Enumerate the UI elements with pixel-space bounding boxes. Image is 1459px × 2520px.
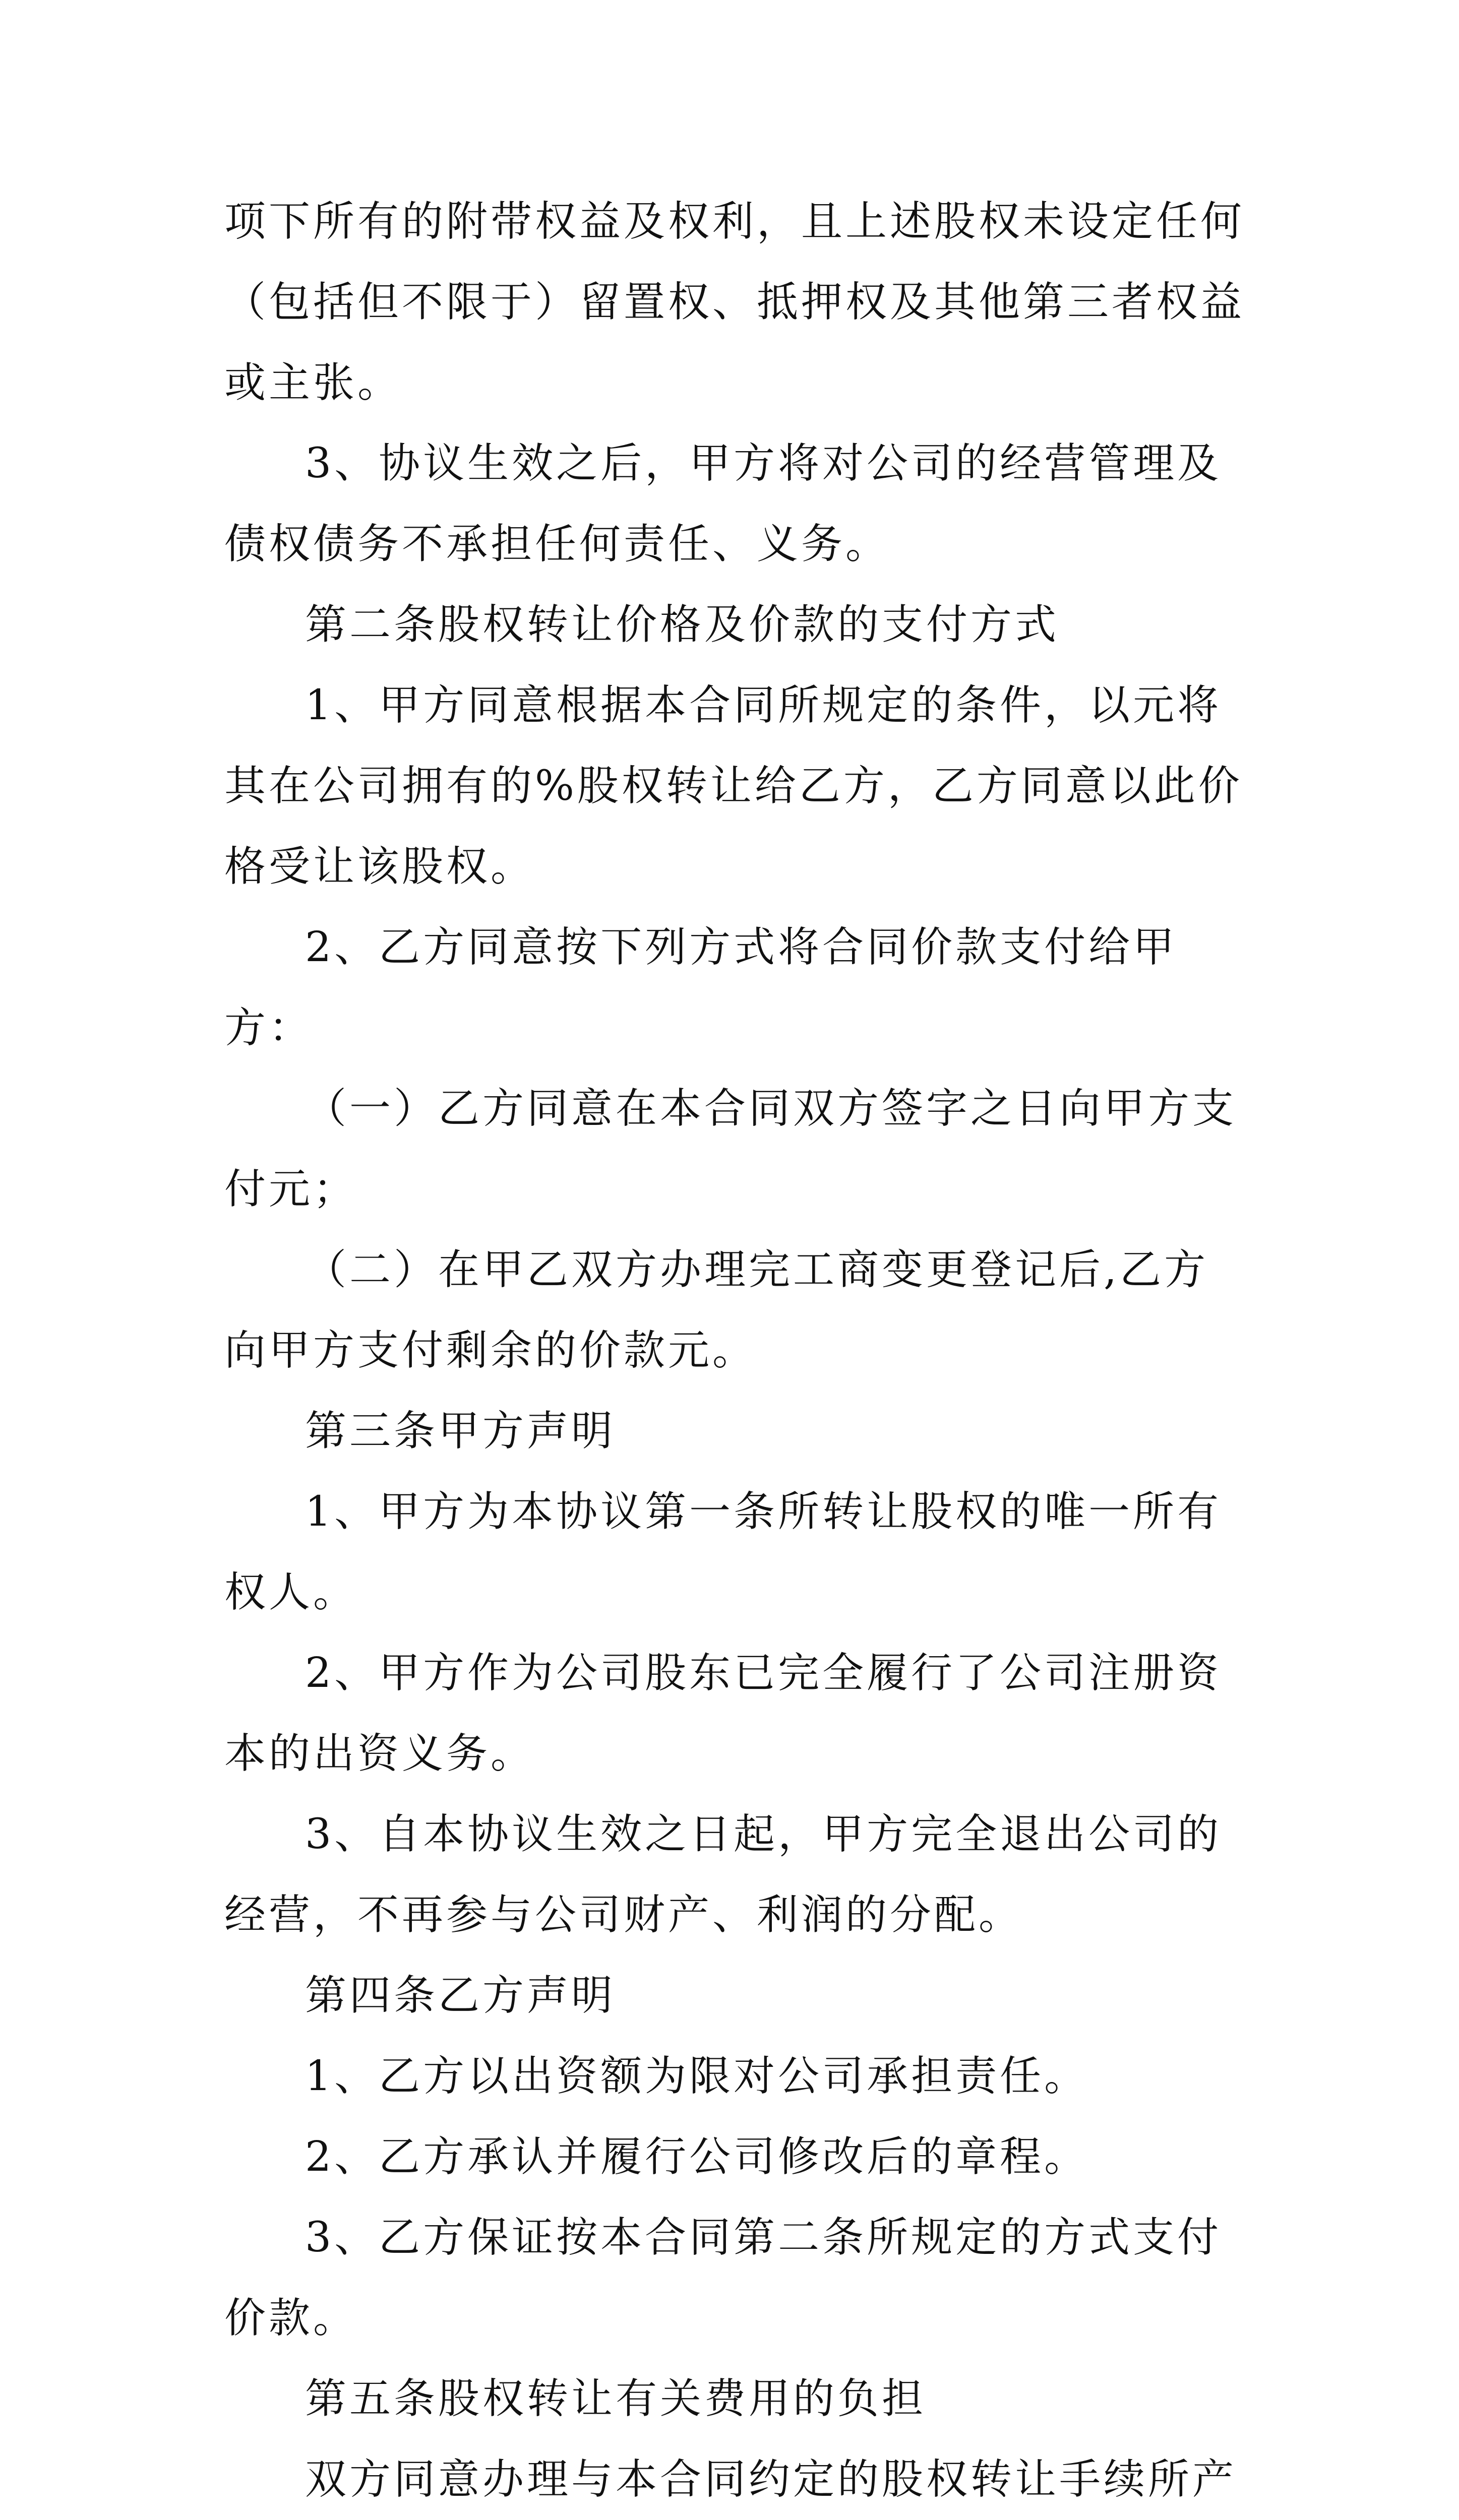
section-heading-article-2: 第二条股权转让价格及价款的支付方式 (305, 601, 1060, 649)
paragraph-clause-2-2-b: （二）在甲乙双方办理完工商变更登记后,乙方向甲方支付剩余的价款元。 (224, 1246, 1209, 1374)
section-heading-article-3: 第三条甲方声明 (305, 1407, 616, 1455)
paragraph-clause-4-3: 3、乙方保证按本合同第二条所规定的方式支付价款。 (224, 2214, 1222, 2342)
paragraph-clause-3-1: 1、甲方为本协议第一条所转让股权的唯一所有权人。 (224, 1488, 1222, 1616)
section-heading-article-5: 第五条股权转让有关费用的负担 (305, 2375, 927, 2423)
paragraph-clause-3-2: 2、甲方作为公司股东已完全履行了公司注册资本的出资义务。 (224, 1649, 1222, 1778)
paragraph-clause-1-3: 3、协议生效之后，甲方将对公司的经营管理及债权债务不承担任何责任、义务。 (224, 439, 1222, 568)
paragraph-clause-4-1: 1、乙方以出资额为限对公司承担责任。 (305, 2052, 1089, 2100)
paragraph-clause-2-2-a: （一）乙方同意在本合同双方签字之日向甲方支付元； (224, 1085, 1237, 1213)
document-body (224, 181, 1248, 2520)
paragraph-clause-5-body: 双方同意办理与本合同约定的股权转让手续所产 (305, 2455, 1237, 2503)
paragraph-clause-4-2: 2、乙方承认并履行公司修改后的章程。 (305, 2133, 1089, 2181)
paragraph-continuation: 项下所有的附带权益及权利，且上述股权未设定任何（包括但不限于）留置权、抵押权及其他第三者权益或主张。 (224, 198, 1245, 407)
paragraph-clause-2-2: 2、乙方同意按下列方式将合同价款支付给甲方： (224, 923, 1178, 1052)
paragraph-clause-3-3: 3、自本协议生效之日起，甲方完全退出公司的经营，不再参与公司财产、利润的分配。 (224, 1810, 1222, 1939)
section-heading-article-4: 第四条乙方声明 (305, 1972, 616, 2020)
paragraph-clause-2-1: 1、甲方同意根据本合同所规定的条件，以元将其在公司拥有的%股权转让给乙方，乙方同意以此价格受让该股权。 (224, 681, 1243, 891)
